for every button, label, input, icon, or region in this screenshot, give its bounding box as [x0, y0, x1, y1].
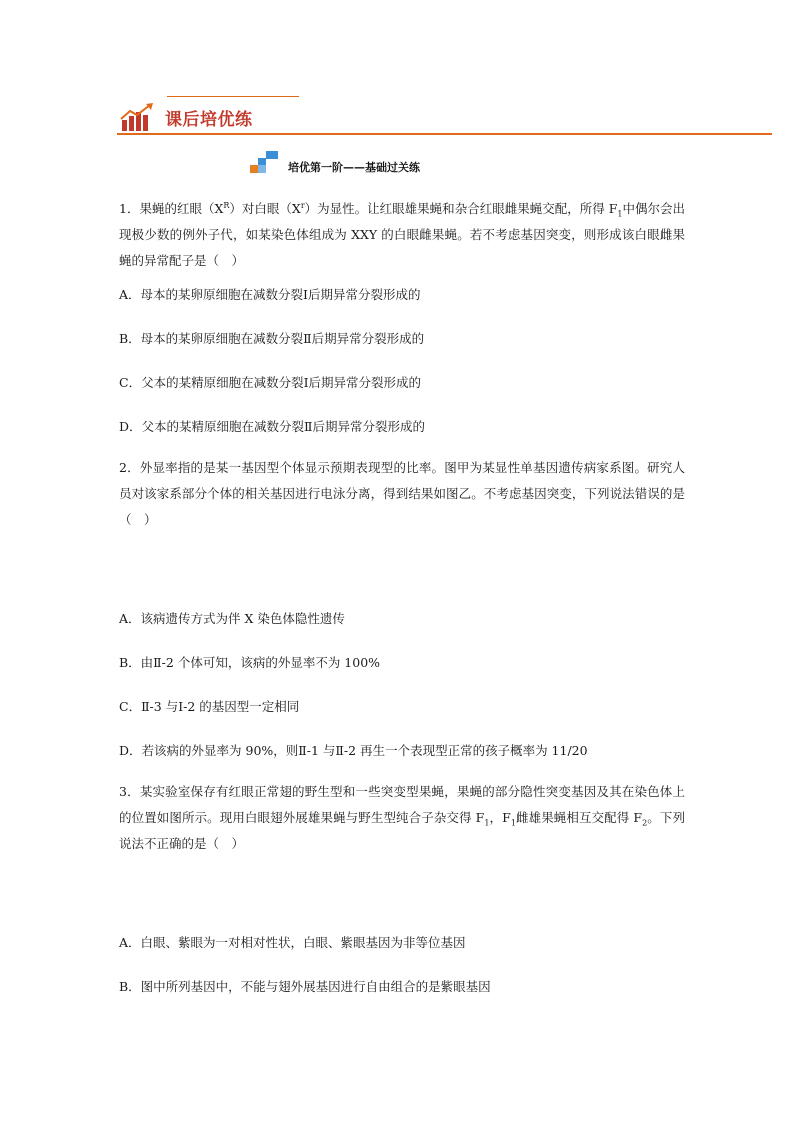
header-top-line [167, 96, 299, 97]
figure-space [119, 857, 685, 915]
question-1 [119, 196, 685, 437]
option-c[interactable]: C．Ⅱ-3 与Ⅰ-2 的基因型一定相同 [119, 699, 300, 714]
page-header [117, 96, 772, 138]
option-a[interactable]: A．母本的某卵原细胞在减数分裂Ⅰ后期异常分裂形成的 [119, 287, 421, 302]
question-3 [119, 779, 685, 997]
figure-space [119, 533, 685, 591]
header-rule [117, 133, 772, 135]
steps-icon [250, 150, 280, 174]
option-a[interactable]: A．该病遗传方式为伴 X 染色体隐性遗传 [119, 611, 345, 626]
option-a[interactable]: A．白眼、紫眼为一对相对性状，白眼、紫眼基因为非等位基因 [119, 935, 466, 950]
option-b[interactable]: B．母本的某卵原细胞在减数分裂Ⅱ后期异常分裂形成的 [119, 331, 425, 346]
option-d[interactable]: D．若该病的外显率为 90%，则Ⅱ-1 与Ⅱ-2 再生一个表现型正常的孩子概率为 11/20 [119, 743, 588, 758]
question-2 [119, 455, 685, 761]
rising-bar-chart-icon [120, 102, 156, 132]
question-stem: 3．某实验室保存有红眼正常翅的野生型和一些突变型果蝇，果蝇的部分隐性突变基因及其在染色体上的位置如图所示。现用白眼翅外展雄果蝇与野生型纯合子杂交得 $F_1$，$F_1$雌雄果蝇相互交配得 $F_2$。下列说法不正确的是（ ） [119, 784, 685, 851]
option-d[interactable]: D．父本的某精原细胞在减数分裂Ⅱ后期异常分裂形成的 [119, 419, 426, 434]
option-b[interactable]: B．由Ⅱ-2 个体可知，该病的外显率不为 100% [119, 655, 381, 670]
header-title: 课后培优练 [165, 110, 253, 130]
option-c[interactable]: C．父本的某精原细胞在减数分裂Ⅰ后期异常分裂形成的 [119, 375, 422, 390]
option-b[interactable]: B．图中所列基因中，不能与翅外展基因进行自由组合的是紫眼基因 [119, 979, 491, 994]
question-stem: 2．外显率指的是某一基因型个体显示预期表现型的比率。图甲为某显性单基因遗传病家系图。研究人员对该家系部分个体的相关基因进行电泳分离，得到结果如图乙。不考虑基因突变，下列说法错误的是（ ） [119, 460, 685, 527]
section-title-text: 培优第一阶——基础过关练 [288, 161, 420, 174]
question-stem: 1．果蝇的红眼$(X^R)$对白眼$(X^r)$为显性。让红眼雄果蝇和杂合红眼雌果蝇交配，所得 $F_1$中偶尔会出现极少数的例外子代，如某染色体组成为 XXY 的白眼雌果蝇。若不考虑基因突变，则形成该白眼雌果蝇的异常配子是（ ） [119, 200, 685, 268]
question-list [119, 196, 685, 997]
